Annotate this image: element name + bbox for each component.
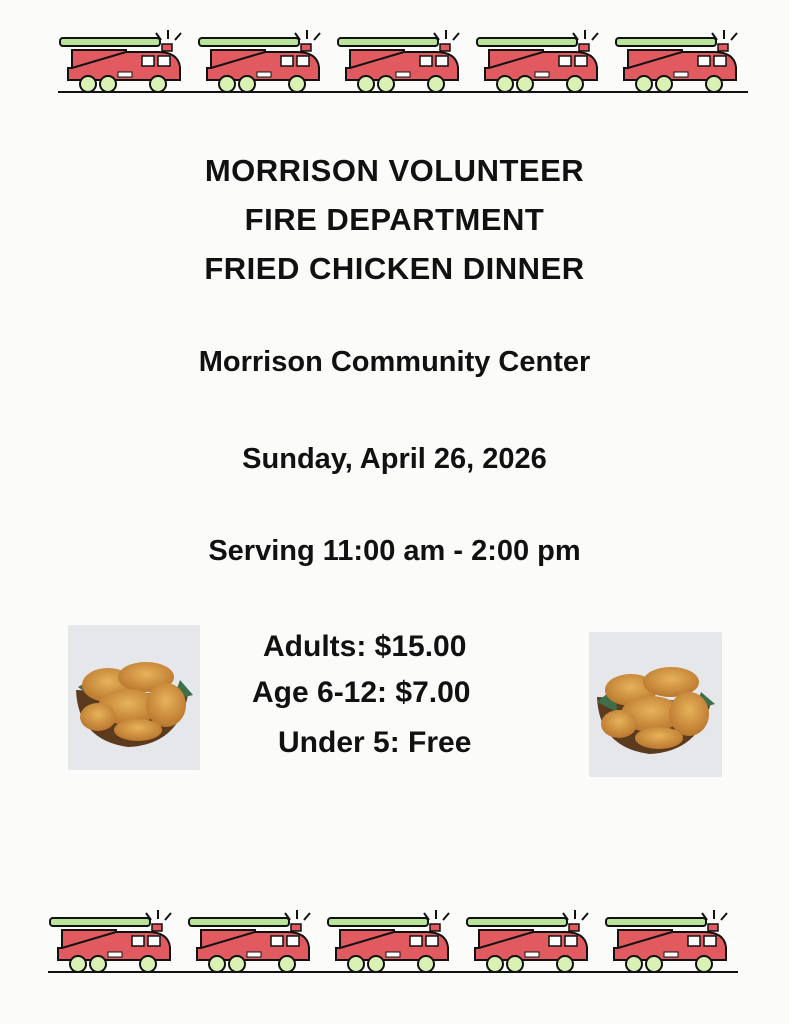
serving-time: Serving 11:00 am - 2:00 pm: [208, 535, 581, 567]
fire-truck-icon: [189, 910, 310, 972]
bottom-fire-truck-border: [0, 902, 789, 982]
fire-truck-icon: [616, 30, 737, 92]
price-children: Age 6-12: $7.00: [252, 676, 471, 709]
fire-truck-icon: [60, 30, 181, 92]
price-under5: Under 5: Free: [278, 726, 472, 759]
fried-chicken-image-left: [68, 625, 200, 770]
title-line-3: FRIED CHICKEN DINNER: [204, 251, 585, 286]
fire-truck-icon: [199, 30, 320, 92]
fried-chicken-image-right: [589, 632, 722, 777]
fried-chicken-basket-icon: [589, 632, 722, 777]
title-line-2: FIRE DEPARTMENT: [244, 202, 545, 237]
price-adults: Adults: $15.00: [263, 630, 467, 663]
fried-chicken-basket-icon: [68, 625, 200, 770]
event-location: Morrison Community Center: [198, 346, 591, 378]
fire-truck-icon-row: [0, 902, 789, 982]
fire-truck-icon: [477, 30, 598, 92]
fire-truck-icon: [606, 910, 727, 972]
fire-truck-icon: [338, 30, 459, 92]
top-fire-truck-border: [0, 22, 789, 102]
title-line-1: MORRISON VOLUNTEER: [204, 153, 585, 188]
event-date: Sunday, April 26, 2026: [242, 443, 547, 475]
fire-truck-icon: [50, 910, 171, 972]
fire-truck-icon-row: [0, 22, 789, 102]
fire-truck-icon: [467, 910, 588, 972]
fire-truck-icon: [328, 910, 449, 972]
